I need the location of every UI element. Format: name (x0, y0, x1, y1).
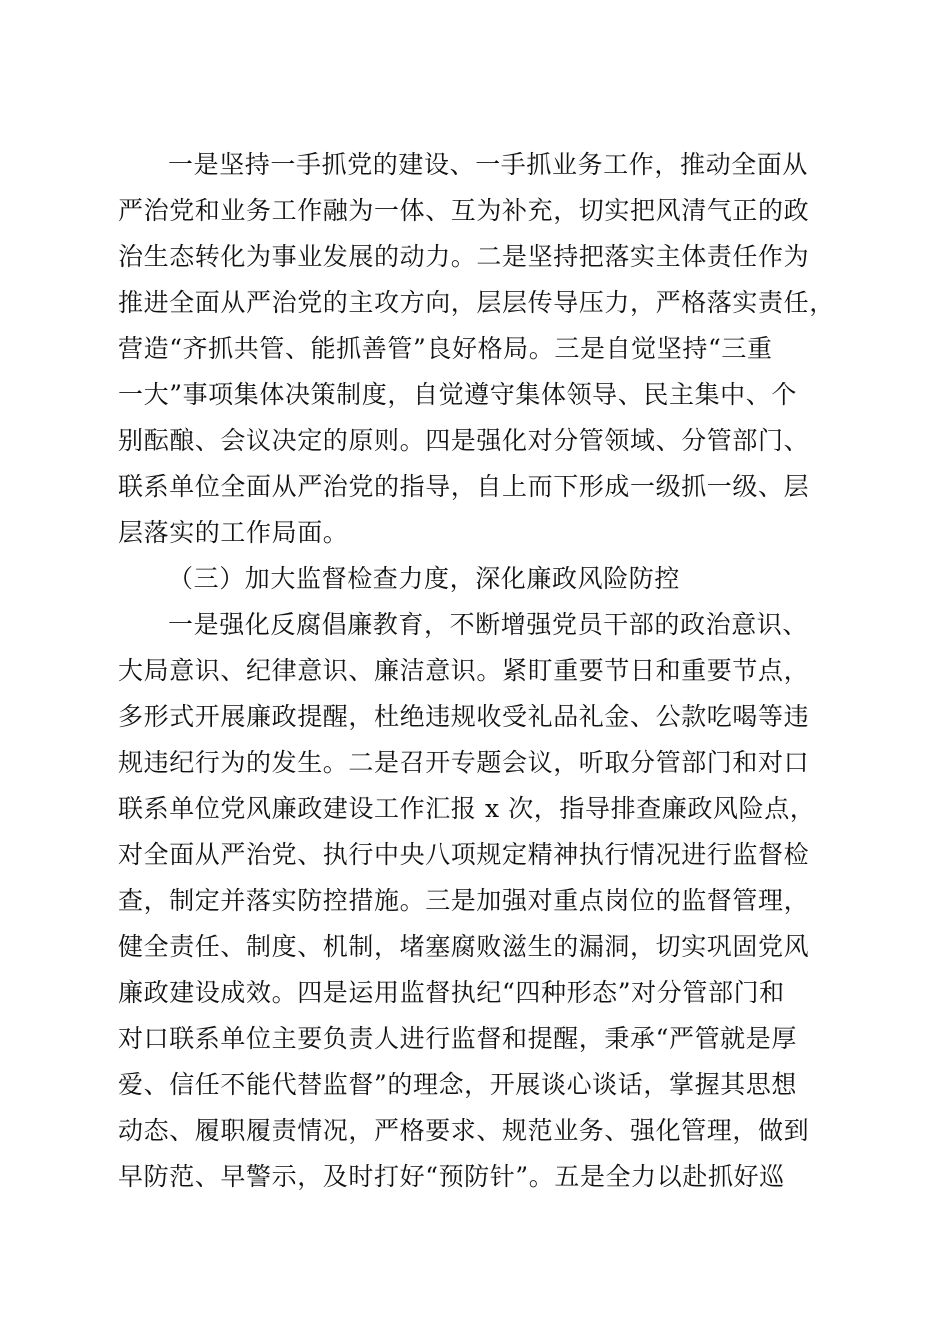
text-line: 爱、信任不能代替监督”的理念，开展谈心谈话，掌握其思想 (118, 1070, 797, 1099)
text-line: 联系单位党风廉政建设工作汇报 x 次，指导排查廉政风险点， (118, 794, 816, 823)
text-line: 联系单位全面从严治党的指导，自上而下形成一级抓一级、层 (118, 472, 810, 501)
text-line: 严治党和业务工作融为一体、互为补充，切实把风清气正的政 (118, 196, 810, 225)
section-heading: （三）加大监督检查力度，深化廉政风险防控 (168, 564, 681, 593)
text-line: 对口联系单位主要负责人进行监督和提醒，秉承“严管就是厚 (118, 1024, 797, 1053)
text-line: 一是强化反腐倡廉教育，不断增强党员干部的政治意识、 (168, 610, 809, 639)
text-line: 层落实的工作局面。 (118, 518, 349, 547)
text-line: 规违纪行为的发生。二是召开专题会议，听取分管部门和对口 (118, 748, 810, 777)
text-line: 一大”事项集体决策制度，自觉遵守集体领导、民主集中、个 (118, 380, 797, 409)
text-line: 动态、履职履责情况，严格要求、规范业务、强化管理，做到 (118, 1116, 810, 1145)
text-line: 一是坚持一手抓党的建设、一手抓业务工作，推动全面从 (168, 150, 809, 179)
text-line: 健全责任、制度、机制，堵塞腐败滋生的漏洞，切实巩固党风 (118, 932, 810, 961)
text-line: 大局意识、纪律意识、廉洁意识。紧盯重要节日和重要节点， (118, 656, 810, 685)
document-body (118, 142, 835, 1200)
text-line: 营造“齐抓共管、能抓善管”良好格局。三是自觉坚持“三重 (118, 334, 773, 363)
text-line: 早防范、早警示，及时打好“预防针”。五是全力以赴抓好巡 (118, 1162, 785, 1191)
paragraph-supervision (118, 602, 830, 1200)
paragraph-party-building (118, 142, 835, 556)
text-line: 查，制定并落实防控措施。三是加强对重点岗位的监督管理， (118, 886, 810, 915)
text-line: 多形式开展廉政提醒，杜绝违规收受礼品礼金、公款吃喝等违 (118, 702, 810, 731)
text-line: 推进全面从严治党的主攻方向，层层传导压力，严格落实责任， (118, 288, 835, 317)
text-line: 廉政建设成效。四是运用监督执纪“四种形态”对分管部门和 (118, 978, 785, 1007)
text-line: 对全面从严治党、执行中央八项规定精神执行情况进行监督检 (118, 840, 810, 869)
text-line: 别酝酿、会议决定的原则。四是强化对分管领域、分管部门、 (118, 426, 810, 455)
text-line: 治生态转化为事业发展的动力。二是坚持把落实主体责任作为 (118, 242, 810, 271)
